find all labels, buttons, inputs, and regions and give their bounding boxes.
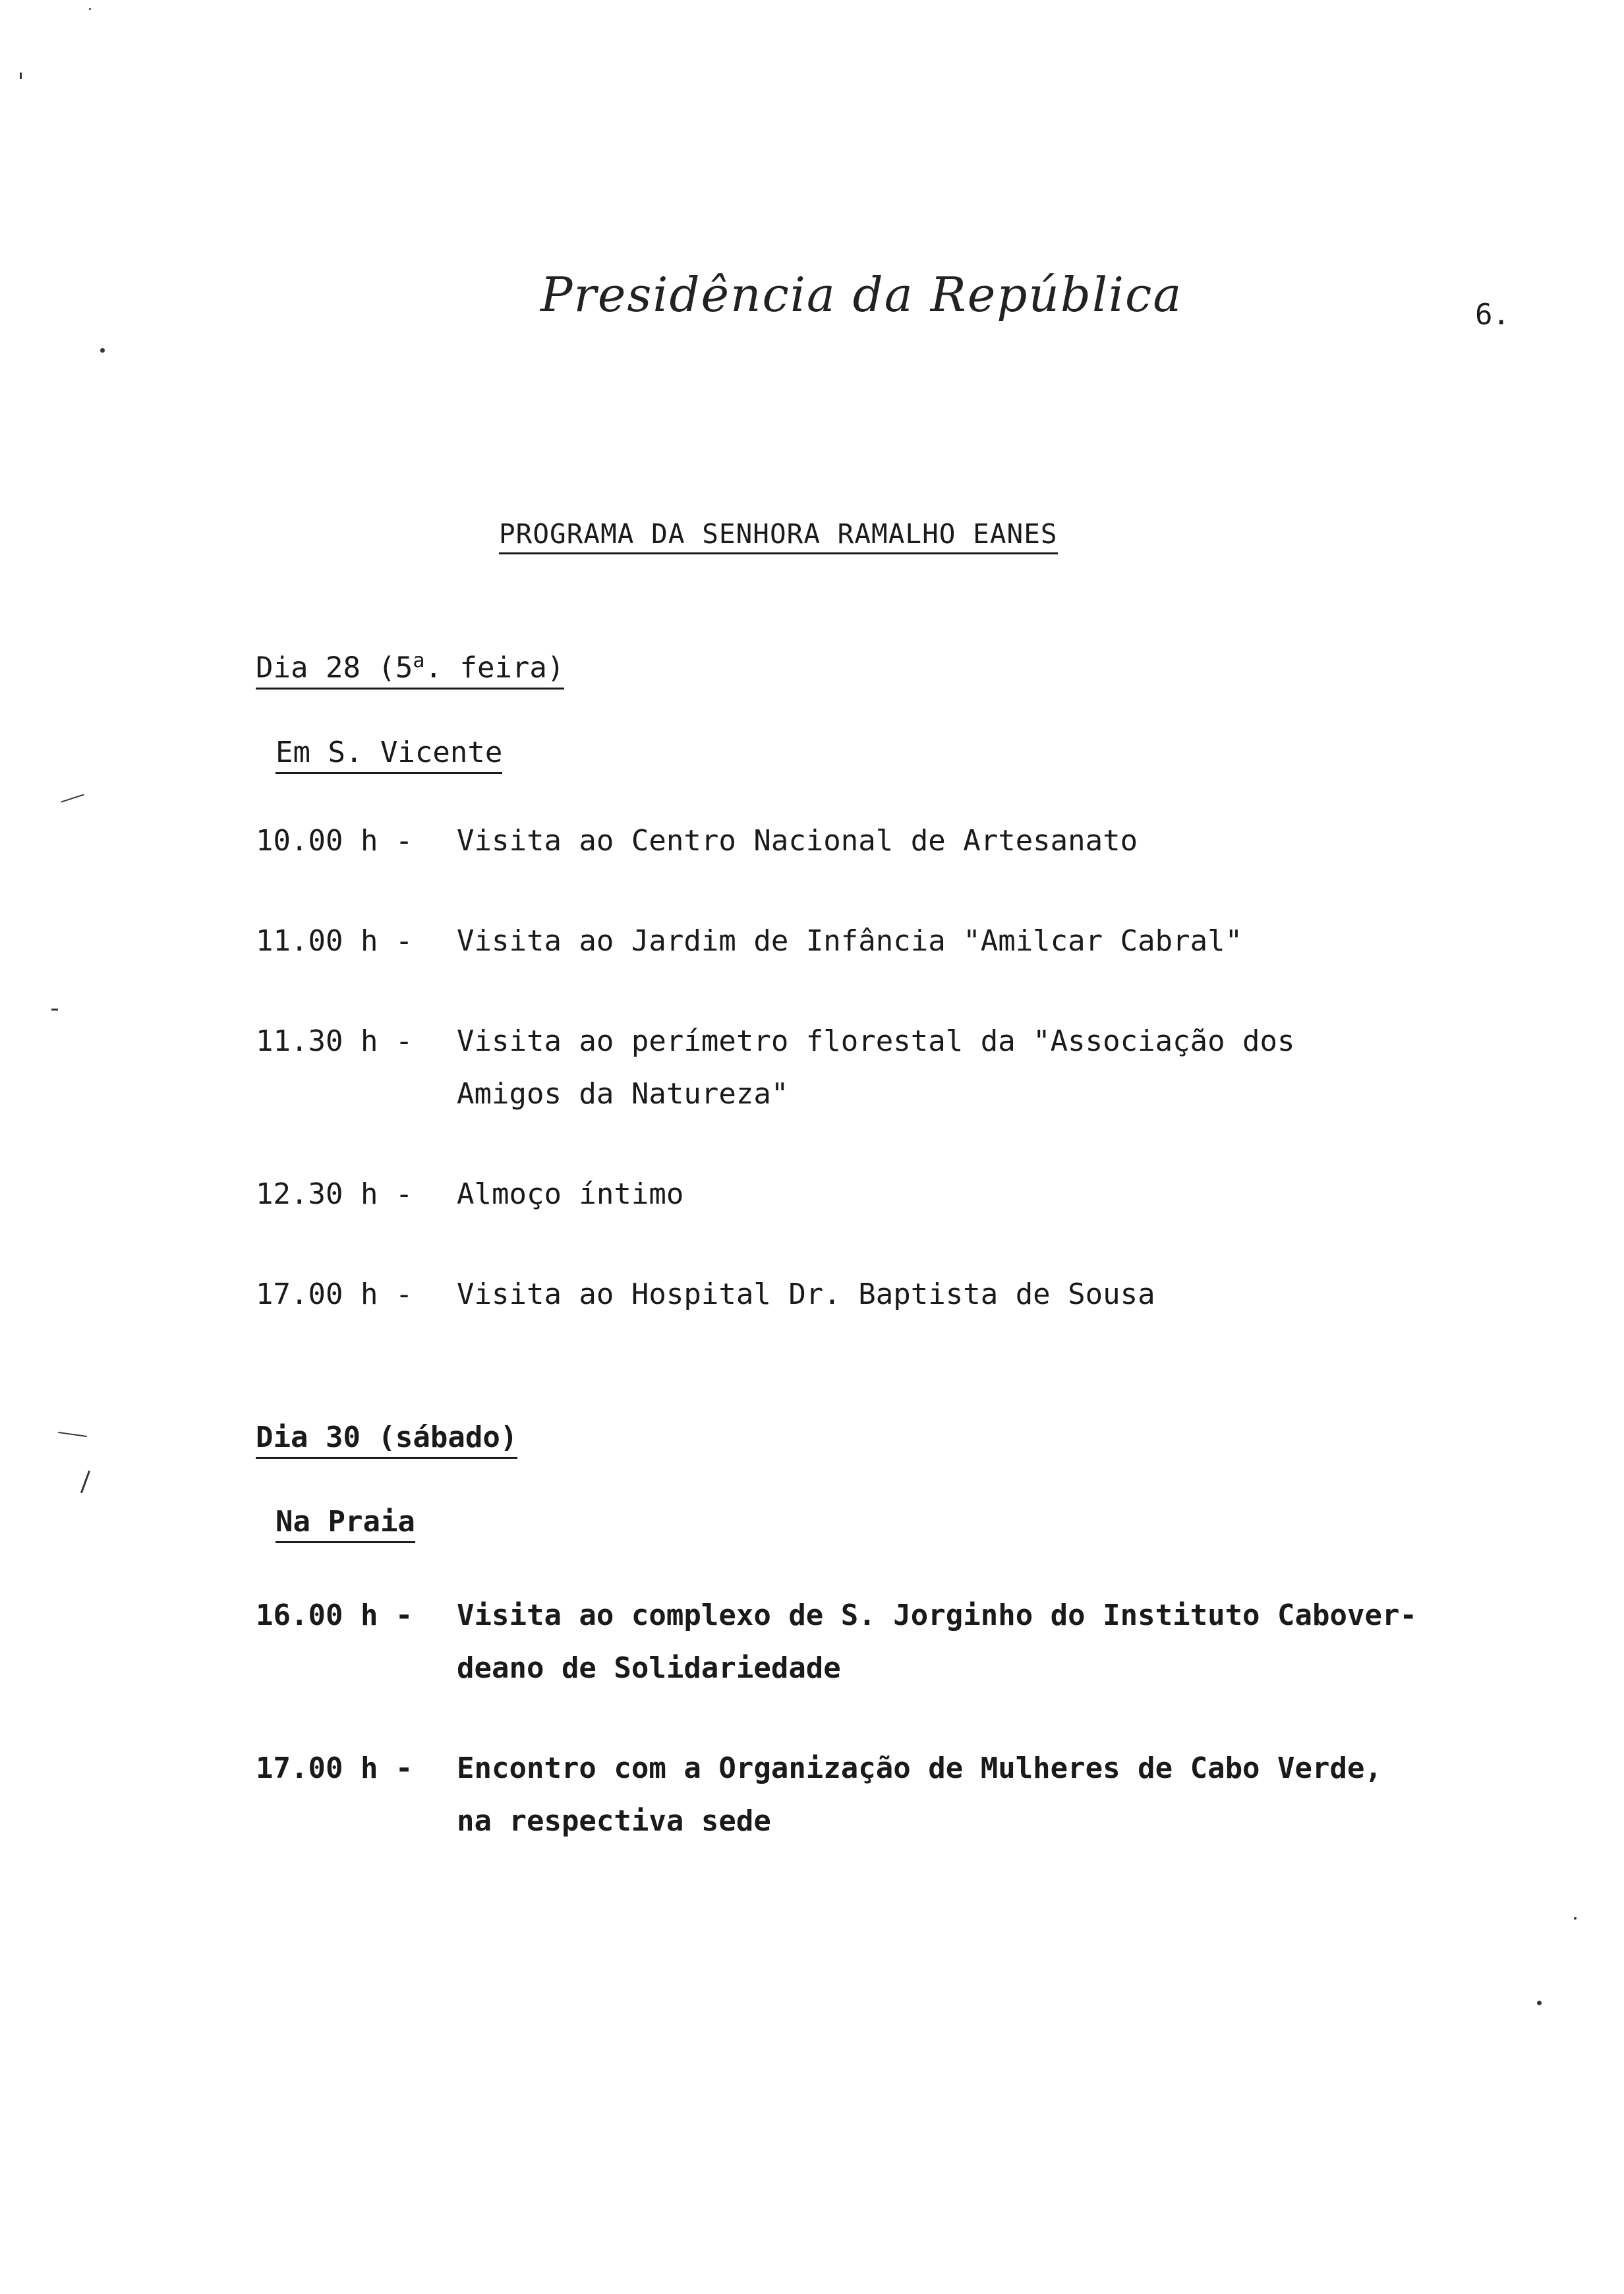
place-heading: Na Praia [276,1505,1567,1543]
scan-speck [1537,2001,1542,2005]
day-section-30 [256,1421,1567,1895]
scan-speck [100,348,105,353]
schedule-entry: 10.00 h - Visita ao Centro Nacional de Artesanato [256,823,1138,858]
schedule-entry: 11.00 h - Visita ao Jardim de Infância "Amilcar Cabral" [256,924,1243,958]
schedule-entry: 11.30 h - Visita ao perímetro florestal da "Associação dos Amigos da Natureza" [256,1024,1295,1111]
scan-speck [1574,1917,1577,1920]
schedule-entry: 17.00 h - Visita ao Hospital Dr. Baptista de Sousa [256,1277,1155,1311]
scan-speck [89,8,91,10]
day-heading: Dia 28 (5$^a$. feira) [256,649,564,690]
letterhead-signature: Presidência da República [540,267,1183,322]
day-heading: Dia 30 (sábado) [256,1421,517,1459]
scan-speck [61,794,84,802]
scan-speck [80,1471,90,1494]
place-heading: Em S. Vicente [276,736,1567,774]
day-section-28 [256,649,1567,1368]
schedule-entry: 17.00 h - Encontro com a Organização de Mulheres de Cabo Verde, na respectiva sede [256,1751,1382,1838]
scan-speck [51,1009,58,1011]
page-number: 6. [1475,298,1510,332]
schedule-entry: 12.30 h - Almoço íntimo [256,1177,684,1211]
schedule-entry: 16.00 h - Visita ao complexo de S. Jorginho do Instituto Cabover- deano de Solidariedade [256,1599,1417,1685]
document-title: PROGRAMA DA SENHORA RAMALHO EANES [499,518,1058,554]
scan-speck [20,73,22,79]
scan-speck [58,1432,87,1437]
